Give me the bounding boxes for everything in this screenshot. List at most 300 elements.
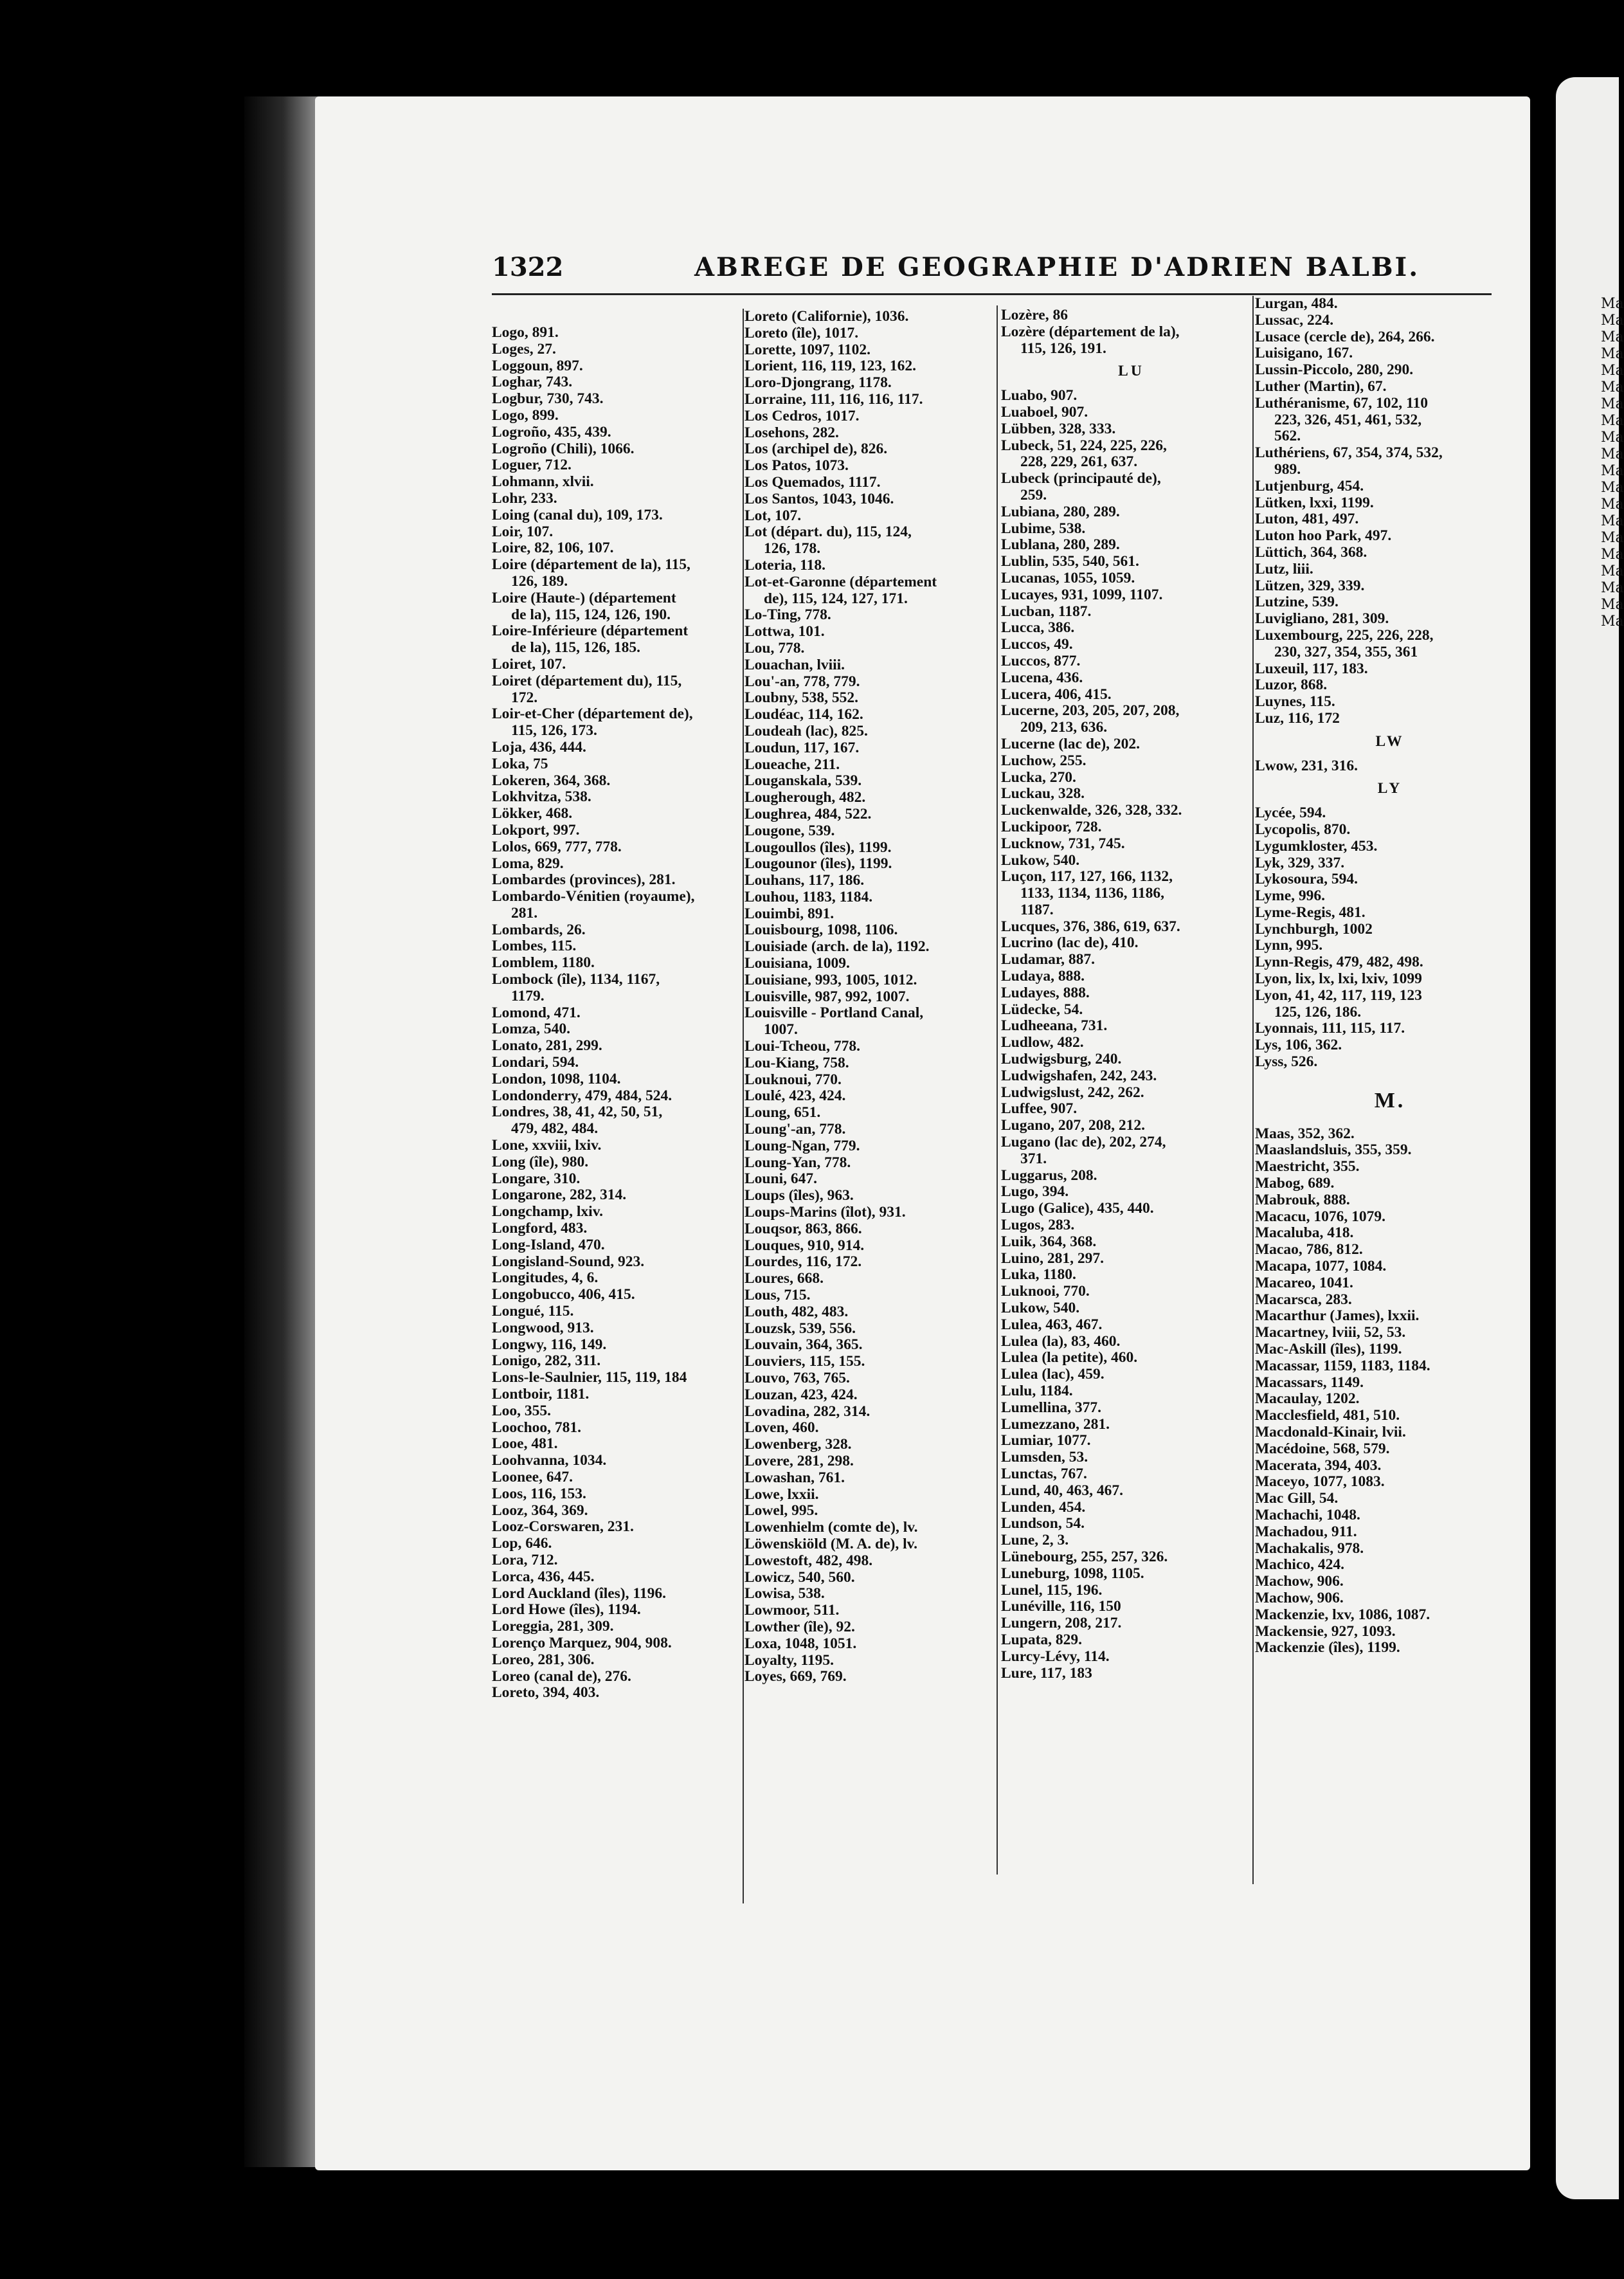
index-entry: Mackensie, 927, 1093. bbox=[1255, 1622, 1396, 1640]
index-entry: Loonee, 647. bbox=[492, 1468, 573, 1485]
index-entry: Macassars, 1149. bbox=[1255, 1374, 1364, 1391]
index-entry: Lontboir, 1181. bbox=[492, 1386, 590, 1403]
index-entry: Longchamp, lxiv. bbox=[492, 1203, 604, 1221]
index-entry: Lutjenburg, 454. bbox=[1255, 477, 1364, 495]
index-entry: 126, 189. bbox=[511, 572, 568, 590]
index-entry: Lowashan, 761. bbox=[744, 1469, 845, 1486]
index-entry: Louqsor, 863, 866. bbox=[744, 1220, 862, 1237]
index-entry: Macerata, 394, 403. bbox=[1255, 1457, 1382, 1474]
next-page-fragment: Ma bbox=[1601, 563, 1624, 579]
index-entry: Lougoullos (îles), 1199. bbox=[744, 839, 892, 856]
index-entry: Lou-Kiang, 758. bbox=[744, 1054, 849, 1071]
index-entry: Louisiana, 1009. bbox=[744, 955, 850, 972]
index-entry: Loochoo, 781. bbox=[492, 1419, 582, 1436]
index-entry: Luton, 481, 497. bbox=[1255, 511, 1359, 528]
index-entry: 115, 126, 191. bbox=[1020, 340, 1106, 357]
index-entry: Lowther (île), 92. bbox=[744, 1618, 855, 1635]
index-entry: Macarsca, 283. bbox=[1255, 1291, 1352, 1308]
index-entry: Lutz, liii. bbox=[1255, 560, 1313, 577]
index-entry: Lolos, 669, 777, 778. bbox=[492, 838, 622, 855]
index-entry: Lurcy-Lévy, 114. bbox=[1001, 1648, 1110, 1665]
index-entry: Lubime, 538. bbox=[1001, 520, 1086, 537]
index-entry: Lons-le-Saulnier, 115, 119, 184 bbox=[492, 1369, 687, 1386]
index-entry: Lucena, 436. bbox=[1001, 669, 1083, 686]
index-entry: Lowicz, 540, 560. bbox=[744, 1568, 855, 1586]
index-entry: Lozère (département de la), bbox=[1001, 323, 1180, 340]
index-entry: Luthéranisme, 67, 102, 110 bbox=[1255, 394, 1428, 412]
index-column-1 bbox=[492, 325, 768, 1702]
index-entry: Loups (îles), 963. bbox=[744, 1187, 854, 1204]
index-entry: Löwenskiöld (M. A. de), lv. bbox=[744, 1535, 917, 1552]
index-entry: Loo, 355. bbox=[492, 1402, 552, 1419]
index-entry: Logroño (Chili), 1066. bbox=[492, 440, 635, 457]
index-entry: Lurgan, 484. bbox=[1255, 295, 1338, 312]
index-entry: Loups-Marins (îlot), 931. bbox=[744, 1204, 906, 1221]
next-page-fragment: Ma bbox=[1601, 313, 1624, 329]
index-entry: Los Cedros, 1017. bbox=[744, 407, 860, 424]
index-entry: Luckenwalde, 326, 328, 332. bbox=[1001, 802, 1182, 819]
index-entry: Lot (départ. du), 115, 124, bbox=[744, 523, 912, 541]
index-entry: Lulu, 1184. bbox=[1001, 1383, 1073, 1399]
index-entry: Louth, 482, 483. bbox=[744, 1303, 849, 1320]
section-heading-lu: LU bbox=[1118, 363, 1144, 380]
index-entry: Los Quemados, 1117. bbox=[744, 473, 881, 491]
index-entry: Lulea (lac), 459. bbox=[1001, 1366, 1105, 1383]
index-entry: Londari, 594. bbox=[492, 1054, 579, 1071]
index-entry: Luçon, 117, 127, 166, 1132, bbox=[1001, 868, 1173, 885]
index-entry: Lumellina, 377. bbox=[1001, 1399, 1102, 1416]
index-entry: Loueache, 211. bbox=[744, 756, 840, 773]
next-page-fragment: Ma bbox=[1601, 547, 1624, 563]
index-entry: Loxa, 1048, 1051. bbox=[744, 1635, 857, 1652]
index-entry: Lomond, 471. bbox=[492, 1004, 581, 1021]
index-entry: London, 1098, 1104. bbox=[492, 1070, 621, 1087]
index-entry: Loung'-an, 778. bbox=[744, 1121, 846, 1138]
index-entry: Lozère, 86 bbox=[1001, 307, 1068, 323]
index-entry: Lowenberg, 328. bbox=[744, 1436, 852, 1453]
index-entry: Lucanas, 1055, 1059. bbox=[1001, 569, 1135, 586]
index-entry: Luffee, 907. bbox=[1001, 1100, 1078, 1118]
index-entry: Luzor, 868. bbox=[1255, 676, 1328, 694]
index-entry: Loghar, 743. bbox=[492, 374, 573, 391]
index-entry: Lowe, lxxii. bbox=[744, 1485, 819, 1503]
index-entry: Lohr, 233. bbox=[492, 489, 557, 507]
index-entry: Loing (canal du), 109, 173. bbox=[492, 506, 663, 523]
index-entry: Lune, 2, 3. bbox=[1001, 1532, 1069, 1549]
next-page-fragment: Ma bbox=[1601, 430, 1624, 446]
index-entry: Mackenzie (îles), 1199. bbox=[1255, 1639, 1400, 1657]
index-entry: Longarone, 282, 314. bbox=[492, 1186, 627, 1204]
index-entry: Louisville - Portland Canal, bbox=[744, 1004, 924, 1022]
index-entry: 223, 326, 451, 461, 532, bbox=[1274, 411, 1422, 428]
index-entry: Loyes, 669, 769. bbox=[744, 1668, 847, 1685]
index-entry: Long (île), 980. bbox=[492, 1153, 589, 1170]
index-entry: Lowmoor, 511. bbox=[744, 1602, 840, 1619]
index-entry: Lumsden, 53. bbox=[1001, 1449, 1088, 1466]
index-entry: Lunden, 454. bbox=[1001, 1498, 1086, 1516]
next-page-fragment: Ma bbox=[1601, 346, 1624, 362]
index-entry: Loiret (département du), 115, bbox=[492, 672, 682, 689]
index-entry: Lure, 117, 183 bbox=[1001, 1664, 1092, 1682]
index-entry: Luaboel, 907. bbox=[1001, 403, 1088, 421]
next-page-fragment: Ma bbox=[1601, 463, 1624, 479]
index-entry: Loreto, 394, 403. bbox=[492, 1684, 600, 1702]
index-entry: Loma, 829. bbox=[492, 855, 564, 872]
index-entry: Lous, 715. bbox=[744, 1287, 811, 1304]
index-entry: Lucera, 406, 415. bbox=[1001, 686, 1112, 703]
index-entry: Lombes, 115. bbox=[492, 938, 577, 955]
index-entry: Lüttich, 364, 368. bbox=[1255, 543, 1367, 561]
index-entry: Louhou, 1183, 1184. bbox=[744, 888, 873, 905]
index-entry: Lyme, 996. bbox=[1255, 887, 1326, 905]
index-entry: Lütken, lxxi, 1199. bbox=[1255, 494, 1374, 511]
index-entry: Ludwigsburg, 240. bbox=[1001, 1051, 1122, 1068]
index-entry: Logroño, 435, 439. bbox=[492, 423, 611, 440]
next-page-fragment: Ma bbox=[1601, 396, 1624, 412]
index-entry: Lou, 778. bbox=[744, 639, 805, 657]
index-entry: Loire (département de la), 115, bbox=[492, 556, 690, 574]
index-entry: Lyk, 329, 337. bbox=[1255, 854, 1345, 871]
index-entry: Maaslandsluis, 355, 359. bbox=[1255, 1141, 1412, 1159]
index-entry: Loir-et-Cher (département de), bbox=[492, 705, 693, 723]
index-entry: Lubeck, 51, 224, 225, 226, bbox=[1001, 437, 1167, 454]
index-entry: 209, 213, 636. bbox=[1020, 719, 1108, 736]
index-entry: Lougounor (îles), 1199. bbox=[744, 855, 892, 873]
next-page-fragment: Ma bbox=[1601, 580, 1624, 596]
index-entry: Luabo, 907. bbox=[1001, 387, 1078, 404]
index-entry: Lorca, 436, 445. bbox=[492, 1568, 595, 1585]
section-heading-lw: LW bbox=[1375, 732, 1405, 750]
index-entry: Luthériens, 67, 354, 374, 532, bbox=[1255, 444, 1443, 462]
index-entry: Lourdes, 116, 172. bbox=[744, 1253, 862, 1271]
next-page-fragment: Ma bbox=[1601, 597, 1624, 613]
index-entry: Lukow, 540. bbox=[1001, 851, 1080, 869]
index-entry: Loughrea, 484, 522. bbox=[744, 805, 872, 822]
index-entry: Lynn-Regis, 479, 482, 498. bbox=[1255, 954, 1423, 971]
index-entry: Looe, 481. bbox=[492, 1435, 558, 1453]
index-entry: Macédoine, 568, 579. bbox=[1255, 1440, 1390, 1457]
index-entry: Lowestoft, 482, 498. bbox=[744, 1552, 873, 1569]
index-entry: Loohvanna, 1034. bbox=[492, 1452, 607, 1469]
index-entry: Luxeuil, 117, 183. bbox=[1255, 660, 1368, 677]
index-entry: Loreo, 281, 306. bbox=[492, 1651, 595, 1668]
index-entry: Longwy, 116, 149. bbox=[492, 1336, 607, 1353]
index-entry: Mabrouk, 888. bbox=[1255, 1191, 1350, 1208]
index-entry: Lutzine, 539. bbox=[1255, 594, 1339, 611]
index-entry: Lungern, 208, 217. bbox=[1001, 1615, 1122, 1632]
index-entry: Loudun, 117, 167. bbox=[744, 739, 860, 756]
index-entry: Lyme-Regis, 481. bbox=[1255, 903, 1366, 921]
index-entry: Luik, 364, 368. bbox=[1001, 1233, 1097, 1250]
index-entry: Lucka, 270. bbox=[1001, 768, 1076, 786]
next-page-fragment: Ma bbox=[1601, 413, 1624, 429]
index-entry: Lottwa, 101. bbox=[744, 623, 825, 640]
next-page-fragment: Ma bbox=[1601, 513, 1624, 529]
index-entry: 479, 482, 484. bbox=[511, 1120, 599, 1138]
index-entry: Lucerne, 203, 205, 207, 208, bbox=[1001, 702, 1180, 720]
index-entry: Luggarus, 208. bbox=[1001, 1167, 1097, 1184]
index-entry: Machico, 424. bbox=[1255, 1556, 1345, 1574]
index-entry: 989. bbox=[1274, 460, 1301, 478]
index-entry: Luino, 281, 297. bbox=[1001, 1249, 1104, 1267]
index-entry: Lokhvitza, 538. bbox=[492, 788, 591, 806]
index-entry: Lygumkloster, 453. bbox=[1255, 837, 1378, 855]
index-entry: 281. bbox=[511, 904, 538, 922]
index-entry: Macaluba, 418. bbox=[1255, 1224, 1354, 1242]
index-entry: Louvo, 763, 765. bbox=[744, 1370, 850, 1386]
index-entry: Loges, 27. bbox=[492, 340, 556, 358]
index-entry: Ludamar, 887. bbox=[1001, 951, 1096, 968]
index-entry: Loggoun, 897. bbox=[492, 357, 583, 374]
index-entry: Macarthur (James), lxxii. bbox=[1255, 1307, 1420, 1325]
index-entry: Macacu, 1076, 1079. bbox=[1255, 1208, 1385, 1225]
index-entry: Lublana, 280, 289. bbox=[1001, 536, 1120, 554]
index-entry: Luckipoor, 728. bbox=[1001, 818, 1102, 835]
index-entry: Lora, 712. bbox=[492, 1551, 558, 1568]
index-entry: Lorient, 116, 119, 123, 162. bbox=[744, 358, 916, 375]
index-entry: Lwow, 231, 316. bbox=[1255, 757, 1358, 774]
index-entry: Luvigliano, 281, 309. bbox=[1255, 610, 1389, 628]
index-entry: Ludwigshafen, 242, 243. bbox=[1001, 1067, 1157, 1084]
index-entry: Louganskala, 539. bbox=[744, 772, 862, 790]
index-entry: Loyalty, 1195. bbox=[744, 1651, 835, 1669]
index-entry: Machakalis, 978. bbox=[1255, 1539, 1364, 1557]
index-entry: Lou'-an, 778, 779. bbox=[744, 673, 860, 690]
next-page-fragment: Ma bbox=[1601, 296, 1624, 312]
index-entry: Luisigano, 167. bbox=[1255, 345, 1353, 362]
index-entry: Lubeck (principauté de), bbox=[1001, 470, 1161, 487]
index-entry: Logo, 899. bbox=[492, 406, 559, 424]
index-entry: Lyonnais, 111, 115, 117. bbox=[1255, 1020, 1405, 1037]
index-entry: Louques, 910, 914. bbox=[744, 1237, 865, 1254]
index-entry: Louni, 647. bbox=[744, 1170, 817, 1188]
index-entry: Londonderry, 479, 484, 524. bbox=[492, 1087, 672, 1104]
index-entry: 230, 327, 354, 355, 361 bbox=[1274, 643, 1418, 660]
index-entry: 228, 229, 261, 637. bbox=[1020, 453, 1138, 471]
index-entry: Lord Auckland (îles), 1196. bbox=[492, 1584, 666, 1602]
index-entry: Ludwigslust, 242, 262. bbox=[1001, 1084, 1144, 1101]
next-page-fragment: Ma bbox=[1601, 446, 1624, 462]
index-entry: Louviers, 115, 155. bbox=[744, 1353, 865, 1370]
index-entry: Longué, 115. bbox=[492, 1303, 574, 1320]
next-page-edge bbox=[1556, 77, 1624, 2199]
page-title: ABREGE DE GEOGRAPHIE D'ADRIEN BALBI. bbox=[694, 252, 1420, 282]
index-entry: Lubiana, 280, 289. bbox=[1001, 503, 1120, 520]
index-entry: Lyon, lix, lx, lxi, lxiv, 1099 bbox=[1255, 970, 1422, 988]
index-entry: Lübben, 328, 333. bbox=[1001, 420, 1116, 437]
index-entry: Lumezzano, 281. bbox=[1001, 1415, 1110, 1433]
index-entry: Luneburg, 1098, 1105. bbox=[1001, 1565, 1144, 1582]
index-entry: 125, 126, 186. bbox=[1274, 1003, 1362, 1021]
index-entry: Loir, 107. bbox=[492, 523, 554, 540]
index-entry: Loung, 651. bbox=[744, 1104, 821, 1121]
index-entry: Lunel, 115, 196. bbox=[1001, 1581, 1103, 1599]
index-entry: Lulea (la petite), 460. bbox=[1001, 1349, 1138, 1366]
index-entry: Los Patos, 1073. bbox=[744, 457, 849, 475]
index-entry: Lucca, 386. bbox=[1001, 619, 1075, 637]
index-entry: Looz, 364, 369. bbox=[492, 1502, 588, 1519]
index-entry: Lussin-Piccolo, 280, 290. bbox=[1255, 361, 1414, 379]
index-entry: Macdonald-Kinair, lvii. bbox=[1255, 1424, 1406, 1440]
index-entry: Lyss, 526. bbox=[1255, 1053, 1318, 1071]
index-entry: Lunctas, 767. bbox=[1001, 1465, 1087, 1482]
index-entry: 259. bbox=[1020, 486, 1047, 504]
index-entry: Luton hoo Park, 497. bbox=[1255, 527, 1392, 545]
index-entry: Lougherough, 482. bbox=[744, 789, 866, 806]
index-entry: Longwood, 913. bbox=[492, 1319, 594, 1336]
index-entry: Loulé, 423, 424. bbox=[744, 1087, 846, 1105]
index-entry: Lublin, 535, 540, 561. bbox=[1001, 553, 1139, 570]
index-entry: Ludayes, 888. bbox=[1001, 984, 1090, 1001]
index-column-4 bbox=[1255, 296, 1525, 1657]
index-entry: 172. bbox=[511, 689, 538, 706]
index-entry: Lonato, 281, 299. bbox=[492, 1037, 602, 1055]
index-entry: Lys, 106, 362. bbox=[1255, 1037, 1342, 1054]
index-entry: Machow, 906. bbox=[1255, 1589, 1344, 1606]
index-entry: Lugano, 207, 208, 212. bbox=[1001, 1117, 1145, 1134]
index-entry: Longitudes, 4, 6. bbox=[492, 1269, 599, 1287]
index-entry: Lusace (cercle de), 264, 266. bbox=[1255, 328, 1435, 345]
index-entry: Maas, 352, 362. bbox=[1255, 1125, 1355, 1142]
index-entry: Louimbi, 891. bbox=[744, 905, 835, 922]
index-entry: Loos, 116, 153. bbox=[492, 1485, 586, 1502]
index-entry: Luz, 116, 172 bbox=[1255, 709, 1340, 727]
page-number: 1322 bbox=[492, 252, 564, 282]
index-entry: Lowel, 995. bbox=[744, 1502, 818, 1520]
index-entry: Lünebourg, 255, 257, 326. bbox=[1001, 1548, 1168, 1565]
index-entry: Lugo (Galice), 435, 440. bbox=[1001, 1200, 1154, 1217]
index-entry: Loung-Ngan, 779. bbox=[744, 1137, 860, 1154]
index-entry: Lycopolis, 870. bbox=[1255, 821, 1351, 838]
index-entry: Lomza, 540. bbox=[492, 1021, 571, 1038]
index-entry: Lökker, 468. bbox=[492, 805, 573, 822]
index-entry: Lucayes, 931, 1099, 1107. bbox=[1001, 586, 1163, 603]
index-entry: Loire, 82, 106, 107. bbox=[492, 540, 614, 557]
index-entry: Luknooi, 770. bbox=[1001, 1283, 1090, 1300]
next-page-fragment: Ma bbox=[1601, 613, 1624, 630]
index-entry: Louisbourg, 1098, 1106. bbox=[744, 922, 898, 939]
index-entry: Loire-Inférieure (département bbox=[492, 622, 689, 640]
index-entry: Lupata, 829. bbox=[1001, 1631, 1083, 1648]
index-entry: Los Santos, 1043, 1046. bbox=[744, 490, 894, 507]
index-entry: de la), 115, 126, 185. bbox=[511, 639, 641, 657]
index-entry: Macartney, lviii, 52, 53. bbox=[1255, 1324, 1406, 1341]
index-entry: Loka, 75 bbox=[492, 755, 548, 772]
index-entry: Louisiade (arch. de la), 1192. bbox=[744, 938, 930, 956]
index-entry: Loui-Tcheou, 778. bbox=[744, 1038, 860, 1055]
index-entry: Longford, 483. bbox=[492, 1220, 588, 1237]
index-entry: Ludheeana, 731. bbox=[1001, 1017, 1108, 1035]
index-entry: Maceyo, 1077, 1083. bbox=[1255, 1473, 1385, 1491]
index-entry: Los (archipel de), 826. bbox=[744, 440, 888, 458]
index-entry: Long-Island, 470. bbox=[492, 1236, 605, 1253]
index-entry: Lynchburgh, 1002 bbox=[1255, 920, 1373, 938]
index-entry: Looz-Corswaren, 231. bbox=[492, 1518, 634, 1536]
index-entry: Loteria, 118. bbox=[744, 556, 826, 574]
index-entry: Machachi, 1048. bbox=[1255, 1506, 1360, 1523]
index-entry: Lombardo-Vénitien (royaume), bbox=[492, 888, 695, 905]
index-entry: Lucerne (lac de), 202. bbox=[1001, 735, 1141, 752]
index-entry: Lohmann, xlvii. bbox=[492, 473, 594, 491]
index-entry: Mac-Askill (îles), 1199. bbox=[1255, 1341, 1402, 1358]
index-entry: Lucrino (lac de), 410. bbox=[1001, 934, 1139, 952]
index-entry: Lugano (lac de), 202, 274, bbox=[1001, 1134, 1166, 1151]
index-entry: Lüdecke, 54. bbox=[1001, 1001, 1083, 1018]
next-page-fragment: Ma bbox=[1601, 379, 1624, 395]
index-entry: Loiret, 107. bbox=[492, 655, 566, 673]
next-page-fragment: Ma bbox=[1601, 496, 1624, 513]
index-entry: Lop, 646. bbox=[492, 1535, 552, 1552]
index-entry: Loire (Haute-) (département bbox=[492, 589, 676, 606]
index-entry: Lombardes (provinces), 281. bbox=[492, 871, 676, 889]
index-entry: Louvain, 364, 365. bbox=[744, 1336, 863, 1354]
index-entry: Lovere, 281, 298. bbox=[744, 1452, 854, 1469]
header-rule bbox=[492, 293, 1492, 295]
index-entry: Lombards, 26. bbox=[492, 921, 586, 938]
index-entry: Maestricht, 355. bbox=[1255, 1158, 1360, 1176]
index-entry: Loja, 436, 444. bbox=[492, 738, 586, 756]
index-entry: Luchow, 255. bbox=[1001, 752, 1087, 769]
index-entry: Lucban, 1187. bbox=[1001, 603, 1092, 620]
index-entry: Lunéville, 116, 150 bbox=[1001, 1598, 1121, 1615]
index-entry: Lundson, 54. bbox=[1001, 1515, 1085, 1532]
page-header bbox=[492, 252, 1492, 291]
index-entry: Mabog, 689. bbox=[1255, 1175, 1335, 1192]
index-entry: Macareo, 1041. bbox=[1255, 1274, 1353, 1291]
index-entry: 1007. bbox=[764, 1021, 798, 1039]
index-entry: Machadou, 911. bbox=[1255, 1523, 1357, 1540]
index-entry: Machow, 906. bbox=[1255, 1573, 1344, 1590]
index-entry: 562. bbox=[1274, 428, 1301, 445]
index-entry: Londres, 38, 41, 42, 50, 51, bbox=[492, 1103, 663, 1121]
index-entry: Lombock (île), 1134, 1167, bbox=[492, 971, 660, 988]
index-entry: Louisville, 987, 992, 1007. bbox=[744, 988, 910, 1005]
index-entry: Loguer, 712. bbox=[492, 457, 572, 474]
index-entry: Loubny, 538, 552. bbox=[744, 689, 858, 707]
index-entry: Loudéac, 114, 162. bbox=[744, 706, 863, 723]
index-entry: Luccos, 49. bbox=[1001, 636, 1073, 653]
index-entry: Lycée, 594. bbox=[1255, 804, 1326, 822]
index-entry: 1179. bbox=[511, 987, 545, 1004]
index-entry: Longisland-Sound, 923. bbox=[492, 1253, 645, 1270]
index-entry: Luccos, 877. bbox=[1001, 652, 1081, 669]
index-entry: Lowisa, 538. bbox=[744, 1585, 825, 1603]
index-entry: Lugo, 394. bbox=[1001, 1183, 1069, 1201]
index-entry: Loro-Djongrang, 1178. bbox=[744, 374, 892, 392]
index-entry: Loung-Yan, 778. bbox=[744, 1154, 851, 1171]
index-entry: Lonigo, 282, 311. bbox=[492, 1352, 601, 1370]
next-page-fragment: Ma bbox=[1601, 363, 1624, 379]
index-entry: de), 115, 124, 127, 171. bbox=[764, 590, 908, 607]
index-entry: Lorraine, 111, 116, 116, 117. bbox=[744, 390, 923, 408]
index-entry: Lumiar, 1077. bbox=[1001, 1432, 1091, 1449]
index-entry: Loreggia, 281, 309. bbox=[492, 1618, 614, 1635]
next-page-fragment: Ma bbox=[1601, 329, 1624, 345]
index-entry: Lorette, 1097, 1102. bbox=[744, 341, 871, 358]
index-entry: Lund, 40, 463, 467. bbox=[1001, 1482, 1124, 1499]
index-entry: Lokeren, 364, 368. bbox=[492, 772, 611, 789]
index-entry: Lot, 107. bbox=[744, 507, 802, 524]
index-column-3 bbox=[1001, 307, 1261, 1682]
index-entry: Lucques, 376, 386, 619, 637. bbox=[1001, 918, 1180, 935]
index-entry: Lugos, 283. bbox=[1001, 1217, 1075, 1234]
index-entry: Loreo (canal de), 276. bbox=[492, 1667, 631, 1685]
index-entry: 371. bbox=[1020, 1150, 1047, 1167]
next-page-fragment: Ma bbox=[1601, 480, 1624, 496]
index-entry: Louknoui, 770. bbox=[744, 1071, 842, 1088]
index-entry: Macapa, 1077, 1084. bbox=[1255, 1258, 1387, 1275]
index-entry: Lussac, 224. bbox=[1255, 311, 1334, 329]
